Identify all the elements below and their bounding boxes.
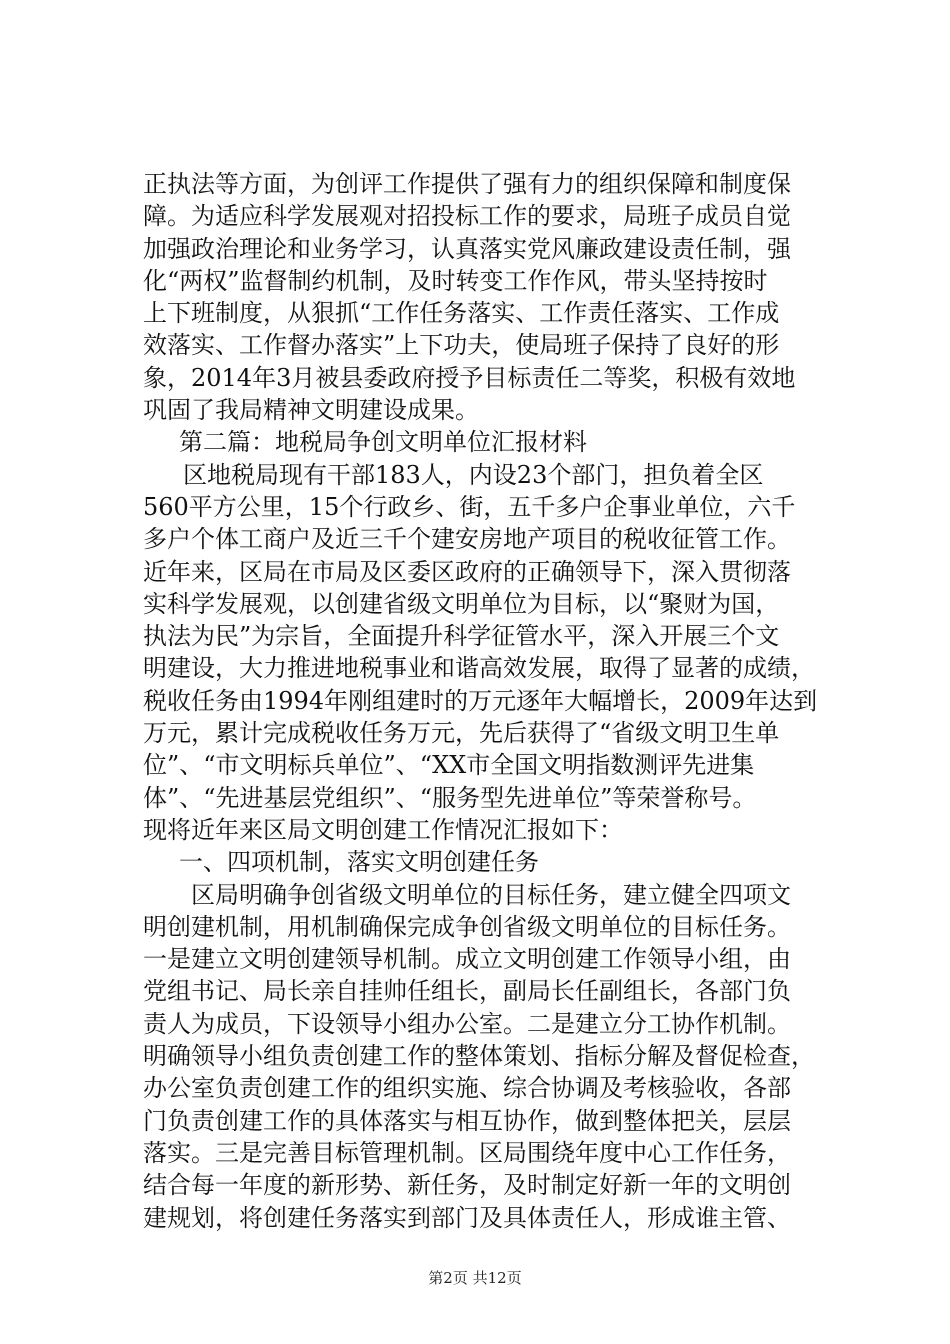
text-line: 现将近年来区局文明创建工作情况汇报如下：	[143, 815, 623, 844]
text-line: 560平方公里，15个行政乡、街，五千多户企事业单位，六千	[143, 492, 796, 521]
text-line: 加强政治理论和业务学习，认真落实党风廉政建设责任制，强	[143, 234, 791, 263]
text-line: 一是建立文明创建领导机制。成立文明创建工作领导小组，由	[143, 945, 791, 974]
section-heading: 一、四项机制，落实文明创建任务	[179, 848, 539, 877]
page-number-footer: 第2页 共12页	[428, 1269, 522, 1287]
text-line: 明创建机制，用机制确保完成争创省级文明单位的目标任务。	[143, 912, 791, 941]
text-line: 象，2014年3月被县委政府授予目标责任二等奖，积极有效地	[143, 363, 796, 392]
text-line: 正执法等方面，为创评工作提供了强有力的组织保障和制度保	[143, 170, 791, 198]
text-line: 万元，累计完成税收任务万元，先后获得了“省级文明卫生单	[143, 719, 780, 748]
text-line: 落实。三是完善目标管理机制。区局围绕年度中心工作任务，	[143, 1138, 791, 1167]
text-line: 多户个体工商户及近三千个建安房地产项目的税收征管工作。	[143, 525, 791, 554]
text-line: 上下班制度，从狠抓“工作任务落实、工作责任落实、工作成	[143, 299, 780, 328]
text-line: 建规划，将创建任务落实到部门及具体责任人，形成谁主管、	[143, 1203, 791, 1232]
document-body	[143, 168, 843, 1234]
text-line: 门负责创建工作的具体落实与相互协作，做到整体把关，层层	[143, 1106, 791, 1135]
text-line: 体”、“先进基层党组织”、“服务型先进单位”等荣誉称号。	[143, 783, 757, 812]
text-line: 效落实、工作督办落实”上下功夫，使局班子保持了良好的形	[143, 331, 780, 360]
text-line: 近年来，区局在市局及区委区政府的正确领导下，深入贯彻落	[143, 557, 791, 586]
text-line: 党组书记、局长亲自挂帅任组长，副局长任副组长，各部门负	[143, 977, 791, 1006]
text-line: 区地税局现有干部183人，内设23个部门，担负着全区	[183, 460, 764, 489]
text-line: 明确领导小组负责创建工作的整体策划、指标分解及督促检查，	[143, 1042, 815, 1071]
text-line: 化“两权”监督制约机制，及时转变工作作风，带头坚持按时	[143, 266, 768, 295]
text-line: 位”、“市文明标兵单位”、“XX市全国文明指数测评先进集	[143, 751, 755, 780]
section-heading: 第二篇：地税局争创文明单位汇报材料	[179, 428, 587, 457]
text-line: 实科学发展观，以创建省级文明单位为目标，以“聚财为国，	[143, 589, 780, 618]
text-line: 执法为民”为宗旨，全面提升科学征管水平，深入开展三个文	[143, 622, 780, 651]
text-line: 办公室负责创建工作的组织实施、综合协调及考核验收，各部	[143, 1074, 791, 1103]
text-line: 税收任务由1994年刚组建时的万元逐年大幅增长，2009年达到	[143, 686, 818, 715]
text-line: 结合每一年度的新形势、新任务，及时制定好新一年的文明创	[143, 1171, 791, 1200]
text-line: 巩固了我局精神文明建设成果。	[143, 396, 479, 425]
text-line: 责人为成员，下设领导小组办公室。二是建立分工协作机制。	[143, 1009, 791, 1038]
text-line: 区局明确争创省级文明单位的目标任务，建立健全四项文	[191, 880, 791, 909]
text-line: 明建设，大力推进地税事业和谐高效发展，取得了显著的成绩，	[143, 654, 815, 683]
text-line: 障。为适应科学发展观对招投标工作的要求，局班子成员自觉	[143, 202, 791, 231]
